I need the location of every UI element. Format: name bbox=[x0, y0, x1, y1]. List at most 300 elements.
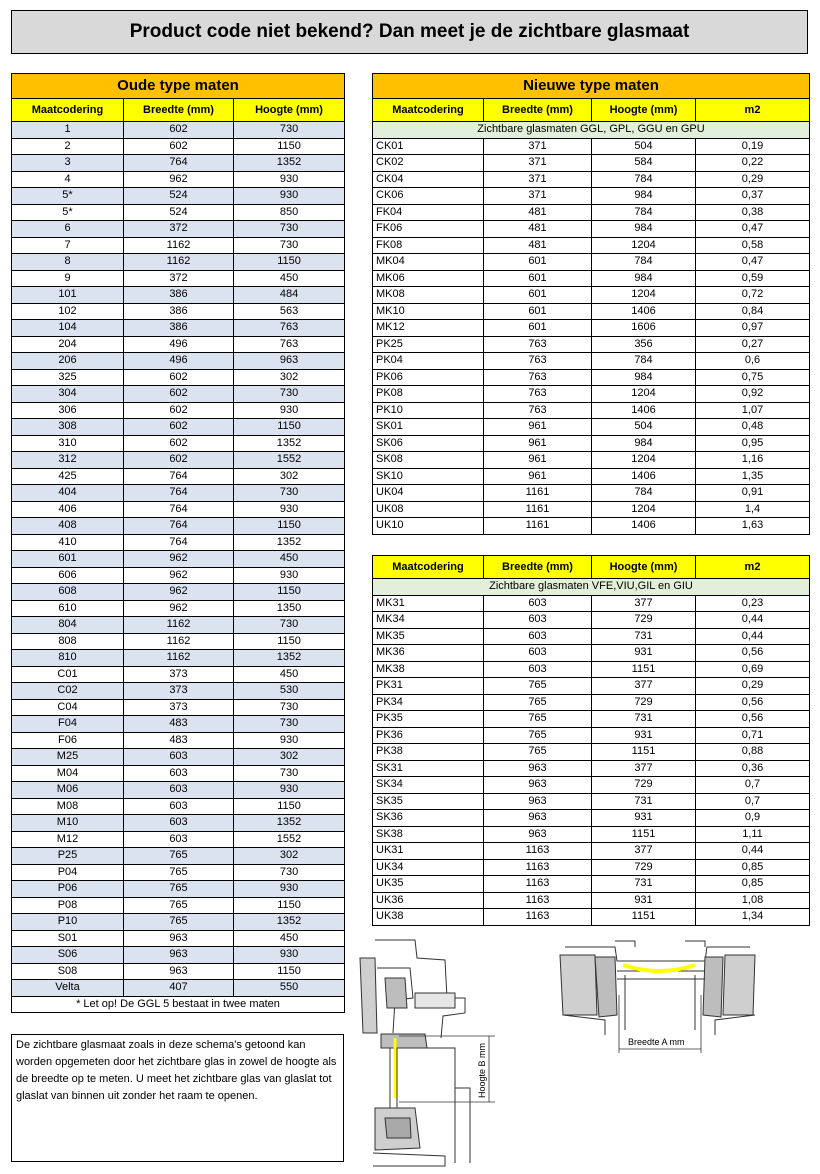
area-cell: 0,47 bbox=[696, 221, 810, 238]
area-cell: 0,85 bbox=[696, 876, 810, 893]
width-cell: 765 bbox=[484, 727, 592, 744]
table-row bbox=[373, 303, 810, 320]
size-code-cell: 3 bbox=[12, 155, 124, 172]
width-cell: 603 bbox=[124, 749, 234, 766]
width-cell: 373 bbox=[124, 699, 234, 716]
size-code-cell: PK10 bbox=[373, 402, 484, 419]
area-cell: 0,85 bbox=[696, 859, 810, 876]
table-row bbox=[373, 188, 810, 205]
height-cell: 729 bbox=[592, 859, 696, 876]
size-code-cell: 102 bbox=[12, 303, 124, 320]
area-cell: 0,91 bbox=[696, 485, 810, 502]
area-cell: 1,08 bbox=[696, 892, 810, 909]
width-cell: 765 bbox=[484, 711, 592, 728]
size-code-cell: M06 bbox=[12, 782, 124, 799]
width-cell: 602 bbox=[124, 419, 234, 436]
table-row bbox=[373, 760, 810, 777]
table-row bbox=[373, 353, 810, 370]
size-code-cell: MK08 bbox=[373, 287, 484, 304]
size-code-cell: PK36 bbox=[373, 727, 484, 744]
size-code-cell: 8 bbox=[12, 254, 124, 271]
height-cell: 377 bbox=[592, 843, 696, 860]
size-code-cell: S06 bbox=[12, 947, 124, 964]
table-row bbox=[12, 617, 345, 634]
table-row bbox=[373, 892, 810, 909]
area-cell: 0,59 bbox=[696, 270, 810, 287]
table-row bbox=[12, 914, 345, 931]
width-cell: 1162 bbox=[124, 254, 234, 271]
column-header-m2: m2 bbox=[696, 99, 810, 122]
area-cell: 0,6 bbox=[696, 353, 810, 370]
height-cell: 730 bbox=[234, 716, 345, 733]
height-cell: 377 bbox=[592, 760, 696, 777]
width-cell: 764 bbox=[124, 468, 234, 485]
size-code-cell: 325 bbox=[12, 369, 124, 386]
table-row bbox=[12, 320, 345, 337]
area-cell: 0,44 bbox=[696, 628, 810, 645]
table-row bbox=[373, 435, 810, 452]
column-header-width: Breedte (mm) bbox=[484, 556, 592, 579]
height-cell: 784 bbox=[592, 254, 696, 271]
size-code-cell: 1 bbox=[12, 122, 124, 139]
height-cell: 1150 bbox=[234, 963, 345, 980]
width-cell: 602 bbox=[124, 138, 234, 155]
size-code-cell: PK35 bbox=[373, 711, 484, 728]
old-table-header: Oude type maten bbox=[12, 74, 345, 99]
height-cell: 1150 bbox=[234, 518, 345, 535]
width-cell: 764 bbox=[124, 534, 234, 551]
table-row bbox=[373, 452, 810, 469]
height-cell: 1552 bbox=[234, 831, 345, 848]
height-cell: 784 bbox=[592, 171, 696, 188]
size-code-cell: S01 bbox=[12, 930, 124, 947]
area-cell: 0,56 bbox=[696, 694, 810, 711]
table-row bbox=[12, 699, 345, 716]
width-cell: 961 bbox=[484, 468, 592, 485]
height-cell: 931 bbox=[592, 645, 696, 662]
height-cell: 730 bbox=[234, 485, 345, 502]
width-cell: 962 bbox=[124, 567, 234, 584]
area-cell: 0,48 bbox=[696, 419, 810, 436]
height-cell: 450 bbox=[234, 930, 345, 947]
old-sizes-table bbox=[11, 73, 345, 1013]
table-row bbox=[373, 645, 810, 662]
table-row bbox=[373, 419, 810, 436]
size-code-cell: 206 bbox=[12, 353, 124, 370]
size-code-cell: MK10 bbox=[373, 303, 484, 320]
size-code-cell: 2 bbox=[12, 138, 124, 155]
height-cell: 356 bbox=[592, 336, 696, 353]
area-cell: 0,27 bbox=[696, 336, 810, 353]
size-code-cell: Velta bbox=[12, 980, 124, 997]
height-cell: 730 bbox=[234, 237, 345, 254]
height-cell: 1406 bbox=[592, 518, 696, 535]
size-code-cell: 404 bbox=[12, 485, 124, 502]
width-cell: 763 bbox=[484, 386, 592, 403]
size-code-cell: M08 bbox=[12, 798, 124, 815]
area-cell: 0,56 bbox=[696, 711, 810, 728]
size-code-cell: P10 bbox=[12, 914, 124, 931]
size-code-cell: PK04 bbox=[373, 353, 484, 370]
size-code-cell: SK01 bbox=[373, 419, 484, 436]
table-row bbox=[12, 204, 345, 221]
size-code-cell: SK38 bbox=[373, 826, 484, 843]
table-row bbox=[12, 122, 345, 139]
table-row bbox=[12, 815, 345, 832]
height-cell: 730 bbox=[234, 864, 345, 881]
height-cell: 530 bbox=[234, 683, 345, 700]
height-cell: 930 bbox=[234, 947, 345, 964]
size-code-cell: MK35 bbox=[373, 628, 484, 645]
table-row bbox=[12, 749, 345, 766]
area-cell: 0,84 bbox=[696, 303, 810, 320]
size-code-cell: 304 bbox=[12, 386, 124, 403]
width-cell: 1162 bbox=[124, 633, 234, 650]
height-cell: 1150 bbox=[234, 633, 345, 650]
table-row bbox=[373, 694, 810, 711]
size-code-cell: 6 bbox=[12, 221, 124, 238]
width-cell: 763 bbox=[484, 402, 592, 419]
size-code-cell: SK06 bbox=[373, 435, 484, 452]
table-row bbox=[12, 584, 345, 601]
area-cell: 1,07 bbox=[696, 402, 810, 419]
width-cell: 765 bbox=[484, 694, 592, 711]
size-code-cell: F06 bbox=[12, 732, 124, 749]
height-cell: 730 bbox=[234, 699, 345, 716]
table-row bbox=[12, 848, 345, 865]
size-code-cell: UK10 bbox=[373, 518, 484, 535]
table-row bbox=[12, 402, 345, 419]
height-cell: 1151 bbox=[592, 909, 696, 926]
size-code-cell: PK25 bbox=[373, 336, 484, 353]
width-cell: 963 bbox=[484, 793, 592, 810]
area-cell: 0,38 bbox=[696, 204, 810, 221]
height-cell: 504 bbox=[592, 138, 696, 155]
area-cell: 0,75 bbox=[696, 369, 810, 386]
width-cell: 1163 bbox=[484, 892, 592, 909]
height-cell: 484 bbox=[234, 287, 345, 304]
width-cell: 1163 bbox=[484, 909, 592, 926]
height-cell: 731 bbox=[592, 793, 696, 810]
width-cell: 764 bbox=[124, 501, 234, 518]
table-row bbox=[12, 501, 345, 518]
table-row bbox=[373, 254, 810, 271]
area-cell: 0,97 bbox=[696, 320, 810, 337]
area-cell: 0,69 bbox=[696, 661, 810, 678]
width-cell: 603 bbox=[484, 612, 592, 629]
width-cell: 962 bbox=[124, 584, 234, 601]
area-cell: 0,88 bbox=[696, 744, 810, 761]
height-cell: 1204 bbox=[592, 452, 696, 469]
area-cell: 1,11 bbox=[696, 826, 810, 843]
table-row bbox=[12, 897, 345, 914]
width-cell: 371 bbox=[484, 155, 592, 172]
width-cell: 483 bbox=[124, 716, 234, 733]
size-code-cell: PK06 bbox=[373, 369, 484, 386]
size-code-cell: 610 bbox=[12, 600, 124, 617]
table-row bbox=[373, 678, 810, 695]
size-code-cell: S08 bbox=[12, 963, 124, 980]
size-code-cell: 810 bbox=[12, 650, 124, 667]
height-cell: 1150 bbox=[234, 254, 345, 271]
area-cell: 0,37 bbox=[696, 188, 810, 205]
height-cell: 1204 bbox=[592, 287, 696, 304]
table-row bbox=[373, 595, 810, 612]
width-cell: 602 bbox=[124, 122, 234, 139]
size-code-cell: P06 bbox=[12, 881, 124, 898]
width-cell: 603 bbox=[484, 661, 592, 678]
table-row bbox=[373, 810, 810, 827]
width-cell: 1162 bbox=[124, 650, 234, 667]
width-cell: 524 bbox=[124, 188, 234, 205]
column-header-width: Breedte (mm) bbox=[484, 99, 592, 122]
size-code-cell: 5* bbox=[12, 188, 124, 205]
width-cell: 603 bbox=[484, 628, 592, 645]
table-row bbox=[12, 155, 345, 172]
width-cell: 962 bbox=[124, 171, 234, 188]
height-cell: 1352 bbox=[234, 914, 345, 931]
size-code-cell: 410 bbox=[12, 534, 124, 551]
area-cell: 0,36 bbox=[696, 760, 810, 777]
width-cell: 481 bbox=[484, 204, 592, 221]
width-cell: 371 bbox=[484, 138, 592, 155]
width-cell: 483 bbox=[124, 732, 234, 749]
table-row bbox=[12, 386, 345, 403]
area-cell: 1,35 bbox=[696, 468, 810, 485]
width-cell: 963 bbox=[124, 947, 234, 964]
width-cell: 602 bbox=[124, 402, 234, 419]
size-code-cell: UK36 bbox=[373, 892, 484, 909]
table-row bbox=[373, 909, 810, 926]
table-row bbox=[12, 468, 345, 485]
height-cell: 302 bbox=[234, 749, 345, 766]
area-cell: 0,95 bbox=[696, 435, 810, 452]
area-cell: 0,47 bbox=[696, 254, 810, 271]
table-row bbox=[12, 270, 345, 287]
width-cell: 1161 bbox=[484, 518, 592, 535]
column-header-width: Breedte (mm) bbox=[124, 99, 234, 122]
width-cell: 1163 bbox=[484, 876, 592, 893]
size-code-cell: SK36 bbox=[373, 810, 484, 827]
width-cell: 1162 bbox=[124, 617, 234, 634]
table-row bbox=[373, 138, 810, 155]
height-cell: 730 bbox=[234, 221, 345, 238]
width-cell: 601 bbox=[484, 254, 592, 271]
size-code-cell: 308 bbox=[12, 419, 124, 436]
table-row bbox=[12, 435, 345, 452]
table-row bbox=[12, 930, 345, 947]
size-code-cell: P04 bbox=[12, 864, 124, 881]
height-label: Hoogte B mm bbox=[477, 1042, 487, 1098]
area-cell: 0,44 bbox=[696, 612, 810, 629]
height-cell: 450 bbox=[234, 270, 345, 287]
height-cell: 1204 bbox=[592, 501, 696, 518]
size-code-cell: 804 bbox=[12, 617, 124, 634]
table-row bbox=[373, 859, 810, 876]
table-row bbox=[12, 567, 345, 584]
table-row bbox=[12, 419, 345, 436]
size-code-cell: 406 bbox=[12, 501, 124, 518]
table-row bbox=[373, 485, 810, 502]
height-cell: 763 bbox=[234, 336, 345, 353]
width-cell: 763 bbox=[484, 369, 592, 386]
area-cell: 1,63 bbox=[696, 518, 810, 535]
table-row bbox=[12, 353, 345, 370]
table-row bbox=[12, 633, 345, 650]
width-cell: 496 bbox=[124, 353, 234, 370]
table-row bbox=[12, 716, 345, 733]
footnote: * Let op! De GGL 5 bestaat in twee maten bbox=[12, 996, 345, 1012]
column-header-code: Maatcodering bbox=[373, 99, 484, 122]
width-cell: 603 bbox=[484, 595, 592, 612]
table-row bbox=[12, 534, 345, 551]
height-cell: 730 bbox=[234, 386, 345, 403]
width-cell: 603 bbox=[124, 782, 234, 799]
area-cell: 0,19 bbox=[696, 138, 810, 155]
width-cell: 765 bbox=[124, 848, 234, 865]
width-cell: 371 bbox=[484, 188, 592, 205]
size-code-cell: F04 bbox=[12, 716, 124, 733]
area-cell: 0,71 bbox=[696, 727, 810, 744]
height-cell: 930 bbox=[234, 732, 345, 749]
width-cell: 1163 bbox=[484, 843, 592, 860]
size-code-cell: 204 bbox=[12, 336, 124, 353]
table-row bbox=[373, 843, 810, 860]
table-row bbox=[12, 600, 345, 617]
height-cell: 1352 bbox=[234, 155, 345, 172]
table-row bbox=[373, 628, 810, 645]
size-code-cell: MK04 bbox=[373, 254, 484, 271]
table-row bbox=[12, 683, 345, 700]
area-cell: 0,22 bbox=[696, 155, 810, 172]
height-cell: 1352 bbox=[234, 650, 345, 667]
size-code-cell: 425 bbox=[12, 468, 124, 485]
height-cell: 450 bbox=[234, 551, 345, 568]
size-code-cell: M10 bbox=[12, 815, 124, 832]
width-cell: 602 bbox=[124, 435, 234, 452]
width-cell: 1161 bbox=[484, 485, 592, 502]
height-cell: 984 bbox=[592, 221, 696, 238]
table-row bbox=[373, 270, 810, 287]
size-code-cell: 9 bbox=[12, 270, 124, 287]
size-code-cell: M25 bbox=[12, 749, 124, 766]
height-cell: 930 bbox=[234, 188, 345, 205]
height-cell: 784 bbox=[592, 353, 696, 370]
width-cell: 765 bbox=[124, 881, 234, 898]
table-row bbox=[12, 732, 345, 749]
table-row bbox=[12, 947, 345, 964]
width-cell: 963 bbox=[484, 826, 592, 843]
size-code-cell: 7 bbox=[12, 237, 124, 254]
height-cell: 731 bbox=[592, 711, 696, 728]
width-cell: 765 bbox=[124, 864, 234, 881]
height-cell: 1352 bbox=[234, 435, 345, 452]
area-cell: 0,56 bbox=[696, 645, 810, 662]
height-cell: 1350 bbox=[234, 600, 345, 617]
height-cell: 730 bbox=[234, 765, 345, 782]
table-row bbox=[12, 881, 345, 898]
table-row bbox=[373, 612, 810, 629]
height-cell: 730 bbox=[234, 617, 345, 634]
size-code-cell: PK38 bbox=[373, 744, 484, 761]
width-cell: 373 bbox=[124, 666, 234, 683]
area-cell: 0,23 bbox=[696, 595, 810, 612]
size-code-cell: 606 bbox=[12, 567, 124, 584]
width-cell: 763 bbox=[484, 336, 592, 353]
column-header-code: Maatcodering bbox=[373, 556, 484, 579]
size-code-cell: SK34 bbox=[373, 777, 484, 794]
width-label: Breedte A mm bbox=[628, 1037, 685, 1047]
width-cell: 386 bbox=[124, 320, 234, 337]
area-cell: 1,16 bbox=[696, 452, 810, 469]
height-cell: 930 bbox=[234, 501, 345, 518]
size-code-cell: 608 bbox=[12, 584, 124, 601]
table-row bbox=[12, 798, 345, 815]
area-cell: 0,9 bbox=[696, 810, 810, 827]
width-cell: 963 bbox=[484, 777, 592, 794]
column-header-height: Hoogte (mm) bbox=[592, 556, 696, 579]
width-cell: 603 bbox=[124, 765, 234, 782]
new-table-subheader: Zichtbare glasmaten GGL, GPL, GGU en GPU bbox=[373, 122, 810, 139]
height-cell: 930 bbox=[234, 881, 345, 898]
width-cell: 765 bbox=[124, 914, 234, 931]
table-row bbox=[12, 188, 345, 205]
width-cell: 963 bbox=[484, 760, 592, 777]
table-row bbox=[12, 138, 345, 155]
size-code-cell: C01 bbox=[12, 666, 124, 683]
area-cell: 0,29 bbox=[696, 171, 810, 188]
height-cell: 784 bbox=[592, 204, 696, 221]
table-row bbox=[373, 744, 810, 761]
width-cell: 372 bbox=[124, 270, 234, 287]
table-row bbox=[12, 666, 345, 683]
table-row bbox=[12, 336, 345, 353]
table-row bbox=[373, 287, 810, 304]
size-code-cell: 312 bbox=[12, 452, 124, 469]
measurement-description: De zichtbare glasmaat zoals in deze schema's getoond kan worden opgemeten door het zichtbare glas in zowel de hoogte als de breedte op te meten. U meet het zichtbare glas van glaslat tot glaslat van binnen uit zonder het raam te openen. bbox=[11, 1034, 344, 1162]
width-cell: 1162 bbox=[124, 237, 234, 254]
table-row bbox=[373, 826, 810, 843]
size-code-cell: C02 bbox=[12, 683, 124, 700]
width-cell: 603 bbox=[124, 831, 234, 848]
table-row bbox=[12, 980, 345, 997]
table-row bbox=[373, 204, 810, 221]
width-cell: 407 bbox=[124, 980, 234, 997]
width-cell: 962 bbox=[124, 600, 234, 617]
height-cell: 1552 bbox=[234, 452, 345, 469]
table-row bbox=[373, 876, 810, 893]
width-cell: 765 bbox=[124, 897, 234, 914]
width-cell: 481 bbox=[484, 237, 592, 254]
height-cell: 930 bbox=[234, 171, 345, 188]
size-code-cell: UK04 bbox=[373, 485, 484, 502]
height-cell: 984 bbox=[592, 435, 696, 452]
size-code-cell: MK34 bbox=[373, 612, 484, 629]
width-cell: 602 bbox=[124, 386, 234, 403]
table-row bbox=[373, 221, 810, 238]
height-cell: 563 bbox=[234, 303, 345, 320]
width-cell: 764 bbox=[124, 155, 234, 172]
width-cell: 601 bbox=[484, 270, 592, 287]
height-cell: 731 bbox=[592, 628, 696, 645]
table-row bbox=[12, 287, 345, 304]
height-cell: 584 bbox=[592, 155, 696, 172]
height-cell: 931 bbox=[592, 892, 696, 909]
size-code-cell: MK12 bbox=[373, 320, 484, 337]
size-code-cell: SK35 bbox=[373, 793, 484, 810]
height-cell: 1406 bbox=[592, 303, 696, 320]
size-code-cell: 5* bbox=[12, 204, 124, 221]
